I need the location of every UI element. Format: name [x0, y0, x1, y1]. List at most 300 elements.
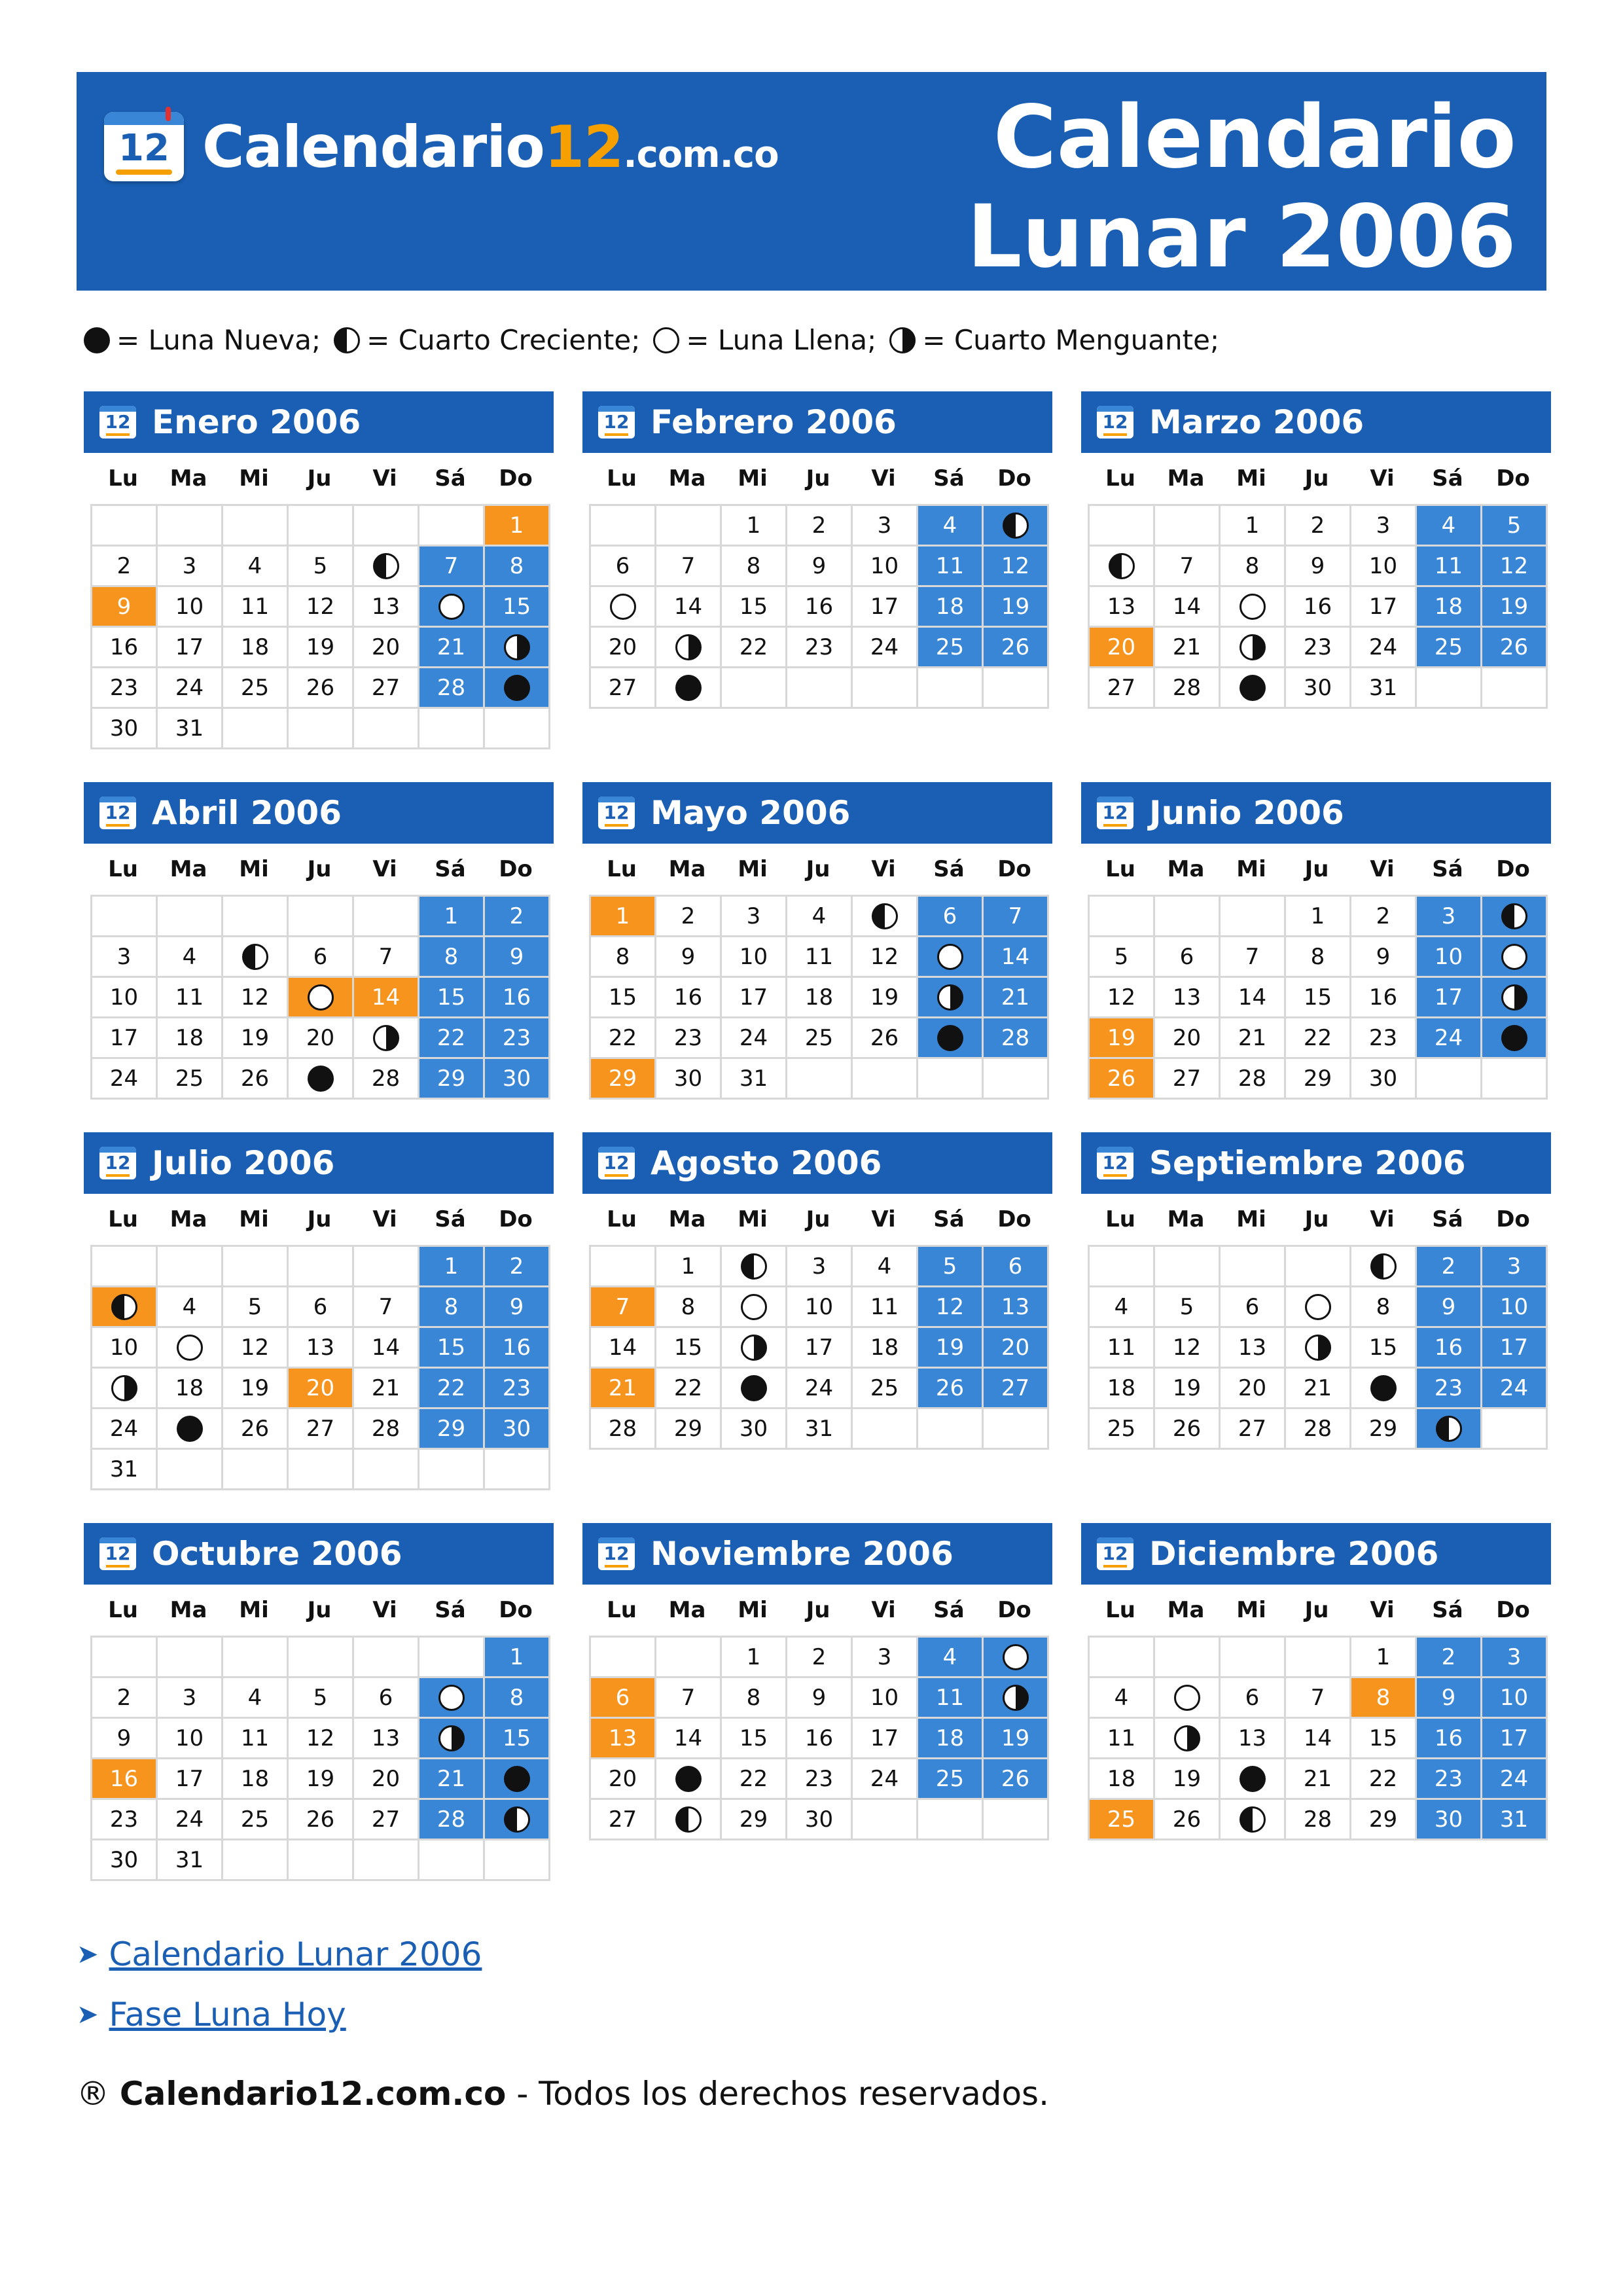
- day-cell: 6: [1221, 1678, 1286, 1719]
- day-cell: 7: [354, 1287, 419, 1328]
- day-cell: 20: [354, 628, 419, 668]
- day-cell: [223, 937, 289, 978]
- weekday-label: Do: [1496, 1597, 1530, 1623]
- empty-cell: [289, 506, 354, 547]
- calendar-icon: 12: [1097, 1537, 1133, 1570]
- day-cell: 3: [1482, 1638, 1548, 1678]
- weekday-label: Ju: [1304, 1597, 1329, 1623]
- day-cell: 22: [419, 1018, 485, 1059]
- day-cell: 12: [853, 937, 918, 978]
- weekday-label: Sá: [933, 465, 965, 492]
- full-moon-icon: [1240, 594, 1266, 620]
- link-item: [77, 1984, 482, 2045]
- day-cell: 18: [853, 1328, 918, 1369]
- day-cell: 18: [158, 1018, 223, 1059]
- day-cell: [1351, 1369, 1417, 1409]
- empty-cell: [853, 1800, 918, 1840]
- day-cell: [158, 1328, 223, 1369]
- weekday-header: [90, 844, 554, 895]
- calendar-icon: 12: [598, 1537, 635, 1570]
- day-cell: 15: [485, 1719, 550, 1759]
- day-cell: 18: [1090, 1369, 1155, 1409]
- empty-cell: [419, 709, 485, 749]
- day-cell: 8: [722, 547, 787, 587]
- day-cell: 3: [853, 1638, 918, 1678]
- month-header: [1081, 1132, 1551, 1194]
- day-cell: 26: [1482, 628, 1548, 668]
- weekday-label: Do: [499, 1597, 533, 1623]
- day-cell: 13: [1221, 1328, 1286, 1369]
- day-cell: 19: [918, 1328, 984, 1369]
- day-grid: [589, 895, 1049, 1100]
- last-quarter-icon: [741, 1335, 767, 1361]
- last-quarter-icon: [111, 1375, 137, 1401]
- day-cell: 6: [918, 897, 984, 937]
- empty-cell: [223, 1840, 289, 1881]
- day-cell: 19: [853, 978, 918, 1018]
- day-cell: 10: [158, 1719, 223, 1759]
- first-quarter-icon: [1240, 1806, 1266, 1833]
- day-cell: 21: [591, 1369, 656, 1409]
- day-cell: 14: [1221, 978, 1286, 1018]
- day-cell: 21: [419, 628, 485, 668]
- day-cell: 4: [787, 897, 853, 937]
- weekday-label: Ma: [1167, 1597, 1205, 1623]
- header-banner: [77, 72, 1546, 291]
- day-cell: 17: [1482, 1328, 1548, 1369]
- day-cell: 11: [853, 1287, 918, 1328]
- weekday-label: Ju: [806, 1206, 830, 1232]
- empty-cell: [1417, 1059, 1482, 1100]
- day-cell: 9: [1286, 547, 1351, 587]
- day-cell: 30: [485, 1409, 550, 1450]
- day-cell: 23: [92, 1800, 158, 1840]
- day-cell: 30: [722, 1409, 787, 1450]
- day-cell: 4: [223, 1678, 289, 1719]
- weekday-label: Ma: [1167, 465, 1205, 492]
- weekday-label: Sá: [933, 1597, 965, 1623]
- empty-cell: [1482, 1059, 1548, 1100]
- day-cell: 1: [1286, 897, 1351, 937]
- last-quarter-icon: [373, 1025, 399, 1051]
- day-cell: 10: [853, 547, 918, 587]
- day-cell: [1221, 668, 1286, 709]
- day-cell: 21: [1286, 1759, 1351, 1800]
- day-cell: 18: [1417, 587, 1482, 628]
- weekday-label: Mi: [738, 1206, 768, 1232]
- day-cell: 4: [918, 506, 984, 547]
- empty-cell: [1417, 668, 1482, 709]
- day-cell: 20: [591, 628, 656, 668]
- day-cell: 2: [92, 1678, 158, 1719]
- empty-cell: [853, 668, 918, 709]
- day-cell: 7: [1286, 1678, 1351, 1719]
- day-cell: 28: [354, 1059, 419, 1100]
- day-cell: [656, 1800, 722, 1840]
- empty-cell: [1221, 1638, 1286, 1678]
- day-cell: 31: [1482, 1800, 1548, 1840]
- day-cell: 22: [722, 628, 787, 668]
- month-calendar: [1081, 1523, 1551, 1840]
- last-quarter-icon: [1501, 984, 1527, 1011]
- day-cell: 11: [223, 587, 289, 628]
- day-cell: 16: [485, 1328, 550, 1369]
- day-cell: 11: [1090, 1328, 1155, 1369]
- weekday-label: Ju: [806, 1597, 830, 1623]
- empty-cell: [1482, 668, 1548, 709]
- day-cell: 23: [1286, 628, 1351, 668]
- full-moon-icon: [937, 944, 963, 970]
- day-cell: 1: [1221, 506, 1286, 547]
- day-cell: 29: [1351, 1800, 1417, 1840]
- empty-cell: [1090, 1247, 1155, 1287]
- day-cell: 29: [419, 1409, 485, 1450]
- day-cell: 9: [656, 937, 722, 978]
- link-calendario-lunar[interactable]: Calendario Lunar 2006: [109, 1935, 482, 1973]
- day-cell: 6: [591, 1678, 656, 1719]
- first-quarter-icon: [741, 1253, 767, 1280]
- day-cell: 12: [1155, 1328, 1221, 1369]
- weekday-label: Vi: [372, 1206, 397, 1232]
- day-cell: 19: [984, 587, 1049, 628]
- weekday-label: Do: [499, 1206, 533, 1232]
- day-cell: [1221, 628, 1286, 668]
- day-cell: 25: [1090, 1409, 1155, 1450]
- weekday-label: Ju: [1304, 856, 1329, 882]
- day-cell: 26: [289, 668, 354, 709]
- day-cell: 23: [787, 628, 853, 668]
- day-cell: 26: [223, 1059, 289, 1100]
- day-cell: 24: [92, 1409, 158, 1450]
- empty-cell: [354, 1450, 419, 1490]
- empty-cell: [223, 709, 289, 749]
- footer-rights-text: - Todos los derechos reservados.: [506, 2075, 1049, 2113]
- first-quarter-icon: [1109, 553, 1135, 579]
- day-cell: 28: [984, 1018, 1049, 1059]
- day-cell: 3: [1417, 897, 1482, 937]
- day-cell: 16: [787, 1719, 853, 1759]
- empty-cell: [289, 1638, 354, 1678]
- day-cell: 15: [1286, 978, 1351, 1018]
- last-quarter-icon: [504, 634, 530, 660]
- weekday-label: Lu: [1105, 1597, 1135, 1623]
- day-cell: 28: [1155, 668, 1221, 709]
- weekday-label: Ma: [668, 856, 706, 882]
- day-cell: [722, 1328, 787, 1369]
- day-cell: [984, 1678, 1049, 1719]
- day-cell: 6: [591, 547, 656, 587]
- first-quarter-icon: [675, 1806, 702, 1833]
- new-moon-icon: [1240, 1766, 1266, 1792]
- empty-cell: [223, 1638, 289, 1678]
- month-title: Agosto 2006: [651, 1144, 882, 1182]
- empty-cell: [92, 897, 158, 937]
- day-cell: 1: [419, 897, 485, 937]
- calendar-icon: 12: [598, 1147, 635, 1179]
- day-cell: 2: [1286, 506, 1351, 547]
- day-cell: 3: [92, 937, 158, 978]
- calendar-icon: 12: [99, 406, 136, 439]
- day-cell: 25: [158, 1059, 223, 1100]
- weekday-label: Ju: [307, 1206, 332, 1232]
- day-cell: 10: [92, 978, 158, 1018]
- footer-site-name: Calendario12.com.co: [119, 2075, 507, 2113]
- day-cell: 25: [918, 628, 984, 668]
- day-cell: 1: [722, 506, 787, 547]
- day-cell: 25: [853, 1369, 918, 1409]
- day-cell: 30: [92, 709, 158, 749]
- full-moon-icon: [438, 594, 465, 620]
- day-cell: 19: [223, 1369, 289, 1409]
- weekday-label: Lu: [108, 465, 138, 492]
- weekday-label: Do: [499, 465, 533, 492]
- day-cell: 13: [289, 1328, 354, 1369]
- last-quarter-icon: [1240, 634, 1266, 660]
- day-cell: [591, 587, 656, 628]
- empty-cell: [918, 1409, 984, 1450]
- day-cell: 8: [722, 1678, 787, 1719]
- day-cell: 4: [158, 937, 223, 978]
- weekday-label: Mi: [1236, 1597, 1266, 1623]
- weekday-label: Mi: [738, 465, 768, 492]
- new-moon-icon: [1240, 675, 1266, 701]
- empty-cell: [656, 506, 722, 547]
- day-cell: 17: [158, 1759, 223, 1800]
- empty-cell: [92, 1247, 158, 1287]
- arrow-right-icon: ➤: [77, 1939, 99, 1969]
- day-cell: [1482, 1018, 1548, 1059]
- month-title: Diciembre 2006: [1149, 1535, 1439, 1573]
- day-cell: 15: [419, 1328, 485, 1369]
- arrow-right-icon: ➤: [77, 2000, 99, 2030]
- day-cell: 28: [1221, 1059, 1286, 1100]
- full-moon-icon: [438, 1685, 465, 1711]
- legend-label: = Cuarto Creciente;: [366, 324, 641, 356]
- day-cell: 17: [853, 587, 918, 628]
- day-cell: 18: [787, 978, 853, 1018]
- first-quarter-icon: [1003, 512, 1029, 539]
- day-cell: 6: [289, 937, 354, 978]
- day-cell: 10: [1482, 1678, 1548, 1719]
- day-cell: 24: [92, 1059, 158, 1100]
- weekday-label: Ju: [307, 856, 332, 882]
- month-header: [582, 782, 1052, 844]
- weekday-label: Lu: [607, 1206, 637, 1232]
- first-quarter-icon: [334, 327, 360, 353]
- day-cell: 16: [1286, 587, 1351, 628]
- day-cell: 19: [289, 628, 354, 668]
- day-cell: [354, 547, 419, 587]
- weekday-label: Vi: [372, 856, 397, 882]
- day-cell: [354, 1018, 419, 1059]
- day-cell: 7: [656, 547, 722, 587]
- day-cell: [92, 1369, 158, 1409]
- empty-cell: [1221, 1247, 1286, 1287]
- weekday-label: Ma: [668, 465, 706, 492]
- weekday-header: [90, 1585, 554, 1636]
- day-cell: 5: [1482, 506, 1548, 547]
- full-moon-icon: [1003, 1644, 1029, 1670]
- weekday-label: Lu: [1105, 1206, 1135, 1232]
- day-cell: 15: [1351, 1328, 1417, 1369]
- empty-cell: [984, 1409, 1049, 1450]
- empty-cell: [591, 1638, 656, 1678]
- day-cell: 14: [1155, 587, 1221, 628]
- first-quarter-icon: [373, 553, 399, 579]
- day-grid: [90, 1636, 550, 1881]
- day-cell: 1: [656, 1247, 722, 1287]
- last-quarter-icon: [675, 634, 702, 660]
- weekday-label: Sá: [435, 856, 466, 882]
- weekday-label: Do: [499, 856, 533, 882]
- day-cell: 18: [158, 1369, 223, 1409]
- day-cell: 16: [1351, 978, 1417, 1018]
- day-cell: 2: [787, 506, 853, 547]
- empty-cell: [485, 709, 550, 749]
- month-calendar: [1081, 1132, 1551, 1450]
- month-title: Marzo 2006: [1149, 403, 1364, 441]
- link-fase-luna-hoy[interactable]: Fase Luna Hoy: [109, 1996, 346, 2034]
- day-cell: 1: [485, 506, 550, 547]
- day-cell: 16: [1417, 1328, 1482, 1369]
- day-cell: [419, 587, 485, 628]
- month-title: Junio 2006: [1149, 794, 1344, 832]
- first-quarter-icon: [1436, 1416, 1462, 1442]
- weekday-label: Do: [1496, 465, 1530, 492]
- day-cell: 10: [787, 1287, 853, 1328]
- calendar-icon: 12: [1097, 406, 1133, 439]
- day-grid: [90, 895, 550, 1100]
- legend-label: = Luna Nueva;: [116, 324, 321, 356]
- empty-cell: [1155, 897, 1221, 937]
- month-calendar: [582, 391, 1052, 709]
- day-cell: [1221, 587, 1286, 628]
- weekday-header: [1088, 1194, 1551, 1245]
- day-cell: 11: [787, 937, 853, 978]
- new-moon-icon: [741, 1375, 767, 1401]
- day-cell: 21: [1155, 628, 1221, 668]
- moon-phase-legend: [84, 321, 1232, 360]
- day-cell: 17: [787, 1328, 853, 1369]
- day-grid: [1088, 504, 1548, 709]
- day-cell: 29: [591, 1059, 656, 1100]
- day-cell: 31: [92, 1450, 158, 1490]
- day-cell: [158, 1409, 223, 1450]
- day-cell: 14: [656, 1719, 722, 1759]
- day-cell: 28: [419, 1800, 485, 1840]
- day-cell: 16: [92, 1759, 158, 1800]
- day-cell: 27: [591, 1800, 656, 1840]
- day-cell: 24: [853, 1759, 918, 1800]
- day-cell: 10: [1417, 937, 1482, 978]
- day-cell: 12: [918, 1287, 984, 1328]
- empty-cell: [289, 1840, 354, 1881]
- day-cell: 9: [1417, 1287, 1482, 1328]
- weekday-label: Do: [997, 856, 1031, 882]
- weekday-label: Mi: [1236, 1206, 1266, 1232]
- day-cell: [722, 1247, 787, 1287]
- new-moon-icon: [504, 675, 530, 701]
- month-header: [582, 1523, 1052, 1585]
- weekday-label: Vi: [372, 465, 397, 492]
- weekday-label: Lu: [607, 856, 637, 882]
- day-cell: 20: [354, 1759, 419, 1800]
- day-cell: 3: [787, 1247, 853, 1287]
- day-cell: 14: [656, 587, 722, 628]
- weekday-header: [90, 1194, 554, 1245]
- day-cell: [1482, 978, 1548, 1018]
- links-list: [77, 1924, 482, 2045]
- day-cell: 26: [984, 1759, 1049, 1800]
- weekday-label: Lu: [108, 856, 138, 882]
- weekday-label: Sá: [1432, 465, 1463, 492]
- weekday-label: Ma: [1167, 856, 1205, 882]
- new-moon-icon: [504, 1766, 530, 1792]
- new-moon-icon: [177, 1416, 203, 1442]
- weekday-label: Lu: [607, 1597, 637, 1623]
- weekday-label: Ma: [169, 1206, 207, 1232]
- day-cell: 27: [591, 668, 656, 709]
- day-cell: 18: [918, 1719, 984, 1759]
- empty-cell: [1090, 506, 1155, 547]
- day-cell: [1221, 1759, 1286, 1800]
- day-cell: [419, 1719, 485, 1759]
- day-cell: 16: [656, 978, 722, 1018]
- empty-cell: [918, 1059, 984, 1100]
- day-cell: 4: [158, 1287, 223, 1328]
- empty-cell: [485, 1450, 550, 1490]
- day-cell: 7: [354, 937, 419, 978]
- weekday-header: [1088, 453, 1551, 504]
- day-cell: [1221, 1800, 1286, 1840]
- weekday-label: Vi: [1370, 465, 1395, 492]
- day-cell: 26: [853, 1018, 918, 1059]
- site-logo[interactable]: [104, 107, 779, 186]
- weekday-label: Ma: [1167, 1206, 1205, 1232]
- day-cell: 3: [1482, 1247, 1548, 1287]
- day-cell: 5: [289, 547, 354, 587]
- day-cell: 15: [722, 587, 787, 628]
- day-cell: 7: [591, 1287, 656, 1328]
- day-cell: 8: [1286, 937, 1351, 978]
- day-cell: 10: [158, 587, 223, 628]
- empty-cell: [223, 1247, 289, 1287]
- weekday-header: [589, 844, 1052, 895]
- calendar-icon: 12: [1097, 797, 1133, 829]
- day-cell: 25: [223, 1800, 289, 1840]
- day-cell: 12: [1482, 547, 1548, 587]
- day-grid: [90, 1245, 550, 1490]
- day-cell: 19: [1155, 1369, 1221, 1409]
- day-cell: 6: [354, 1678, 419, 1719]
- day-cell: 31: [1351, 668, 1417, 709]
- day-cell: 30: [1351, 1059, 1417, 1100]
- day-cell: 22: [1351, 1759, 1417, 1800]
- weekday-label: Mi: [239, 1206, 269, 1232]
- day-cell: 9: [1351, 937, 1417, 978]
- weekday-label: Lu: [108, 1206, 138, 1232]
- day-cell: 31: [158, 1840, 223, 1881]
- day-cell: 30: [1417, 1800, 1482, 1840]
- day-cell: 21: [1221, 1018, 1286, 1059]
- day-cell: 14: [354, 1328, 419, 1369]
- weekday-label: Do: [1496, 1206, 1530, 1232]
- day-cell: 15: [1351, 1719, 1417, 1759]
- day-cell: 2: [1351, 897, 1417, 937]
- day-cell: 30: [92, 1840, 158, 1881]
- month-header: [1081, 782, 1551, 844]
- day-cell: 30: [485, 1059, 550, 1100]
